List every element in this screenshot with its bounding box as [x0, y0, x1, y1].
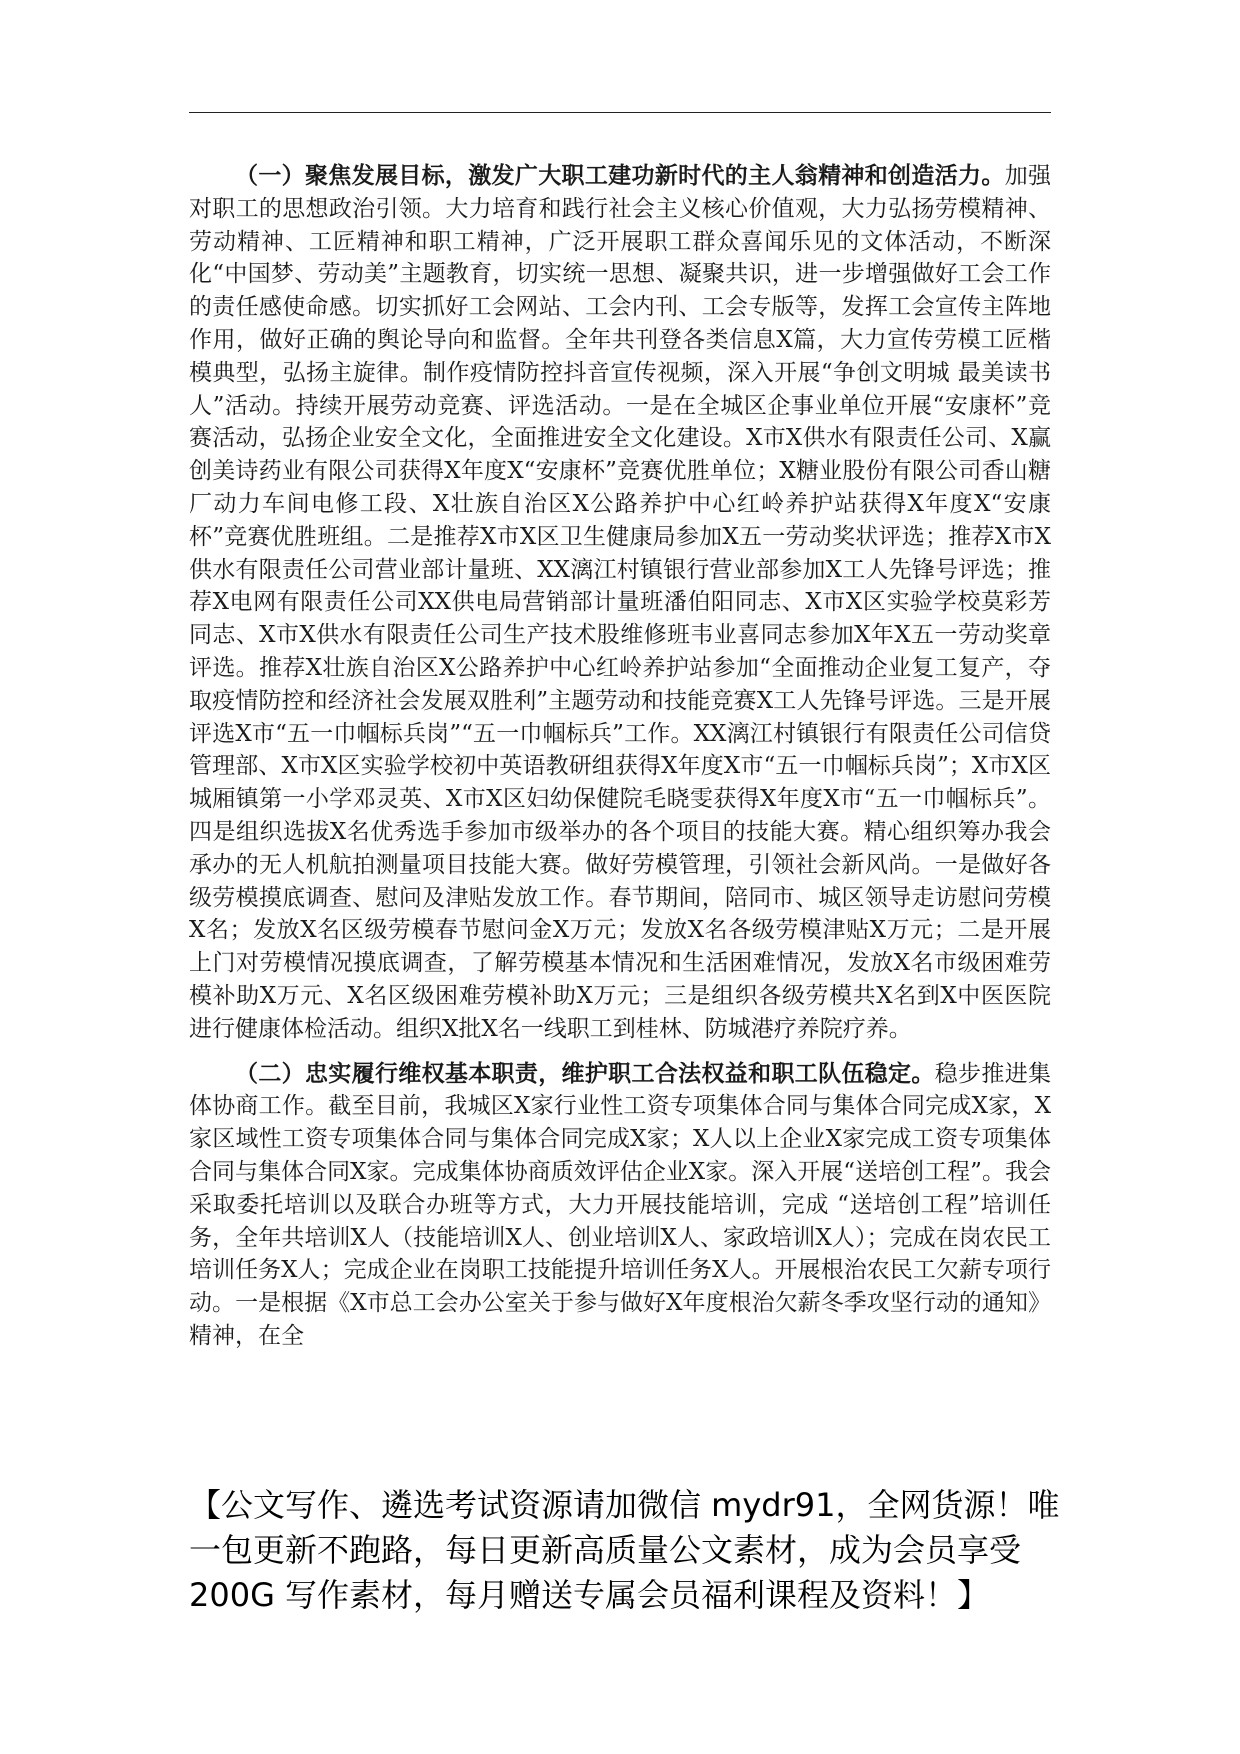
- promo-banner: 【公文写作、遴选考试资源请加微信 mydr91，全网货源！唯一包更新不跑路，每日更新高质量公文素材，成为会员享受 200G 写作素材，每月赠送专属会员福利课程及资料！】: [189, 1486, 1060, 1614]
- paragraph-1-text: 加强对职工的思想政治引领。大力培育和践行社会主义核心价值观，大力弘扬劳模精神、劳动精神、工匠精神和职工精神，广泛开展职工群众喜闻乐见的文体活动，不断深化“中国梦、劳动美”主题教育，切实统一思想、凝聚共识，进一步增强做好工会工作的责任感使命感。切实抓好工会网站、工会内刊、工会专版等，发挥工会宣传主阵地作用，做好正确的舆论导向和监督。全年共刊登各类信息X篇，大力宣传劳模工匠楷模典型，弘扬主旋律。制作疫情防控抖音宣传视频，深入开展“争创文明城 最美读书人”活动。持续开展劳动竞赛、评选活动。一是在全城区企事业单位开展“安康杯”竞赛活动，弘扬企业安全文化，全面推进安全文化建设。X市X供水有限责任公司、X赢创美诗药业有限公司获得X年度X“安康杯”竞赛优胜单位；X糖业股份有限公司香山糖厂动力车间电修工段、X壮族自治区X公路养护中心红岭养护站获得X年度X“安康杯”竞赛优胜班组。二是推荐X市X区卫生健康局参加X五一劳动奖状评选；推荐X市X供水有限责任公司营业部计量班、XX漓江村镇银行营业部参加X工人先锋号评选；推荐X电网有限责任公司XX供电局营销部计量班潘伯阳同志、X市X区实验学校莫彩芳同志、X市X供水有限责任公司生产技术股维修班韦业喜同志参加X年X五一劳动奖章评选。推荐X壮族自治区X公路养护中心红岭养护站参加“全面推动企业复工复产，夺取疫情防控和经济社会发展双胜利”主题劳动和技能竞赛X工人先锋号评选。三是开展评选X市“五一巾帼标兵岗”“五一巾帼标兵”工作。XX漓江村镇银行有限责任公司信贷管理部、X市X区实验学校初中英语教研组获得X年度X市“五一巾帼标兵岗”；X市X区城厢镇第一小学邓灵英、X市X区妇幼保健院毛晓雯获得X年度X市“五一巾帼标兵”。四是组织选拔X名优秀选手参加市级举办的各个项目的技能大赛。精心组织筹办我会承办的无人机航拍测量项目技能大赛。做好劳模管理，引领社会新风尚。一是做好各级劳模摸底调查、慰问及津贴发放工作。春节期间，陪同市、城区领导走访慰问劳模X名；发放X名区级劳模春节慰问金X万元；发放X名各级劳模津贴X万元；二是开展上门对劳模情况摸底调查，了解劳模基本情况和生活困难情况，发放X名市级困难劳模补助X万元、X名区级困难劳模补助X万元；三是组织各级劳模共X名到X中医医院进行健康体检活动。组织X批X名一线职工到桂林、防城港疗养院疗养。: [189, 163, 1052, 1042]
- paragraph-2-heading: （二）忠实履行维权基本职责，维护职工合法权益和职工队伍稳定。: [235, 1059, 935, 1087]
- paragraph-2: [189, 1058, 1051, 1353]
- header-rule: [189, 112, 1051, 113]
- document-body: [189, 160, 1051, 1353]
- paragraph-1: [189, 160, 1051, 1046]
- paragraph-1-heading: （一）聚焦发展目标，激发广大职工建功新时代的主人翁精神和创造活力。: [235, 162, 1005, 189]
- paragraph-2-text: 稳步推进集体协商工作。截至目前，我城区X家行业性工资专项集体合同与集体合同完成X家，X家区域性工资专项集体合同与集体合同完成X家；X人以上企业X家完成工资专项集体合同与集体合同X家。完成集体协商质效评估企业X家。深入开展“送培创工程”。我会采取委托培训以及联合办班等方式，大力开展技能培训，完成 “送培创工程”培训任务，全年共培训X人（技能培训X人、创业培训X人、家政培训X人）；完成在岗农民工培训任务X人；完成企业在岗职工技能提升培训任务X人。开展根治农民工欠薪专项行动。一是根据《X市总工会办公室关于参与做好X年度根治欠薪冬季攻坚行动的通知》精神，在全: [189, 1060, 1052, 1349]
